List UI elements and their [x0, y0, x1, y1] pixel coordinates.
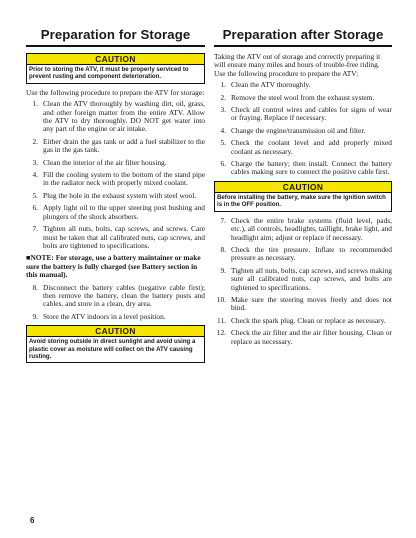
after-storage-column [214, 27, 392, 350]
step-text: Disconnect the battery cables (negative cable first); then remove the battery, clean the battery posts and cables, and store in a clean, dry area. [43, 282, 205, 309]
step-number: 2. [220, 92, 226, 102]
step-number: 12. [216, 328, 226, 338]
step-item [26, 138, 205, 155]
caution-box [26, 53, 205, 84]
step-number: 6. [220, 159, 226, 169]
step-item [214, 139, 392, 156]
step-item [26, 171, 205, 188]
caution-text: Avoid storing outside in direct sunlight and avoid using a plastic cover as moisture will collect on the ATV causing rusting. [29, 338, 196, 360]
step-item [214, 94, 392, 102]
step-item [26, 225, 205, 250]
step-text: Clean the ATV thoroughly by washing dirt, oil, grass, and other foreign matter from the entire ATV. Allow the ATV to dry thoroughly. DO NOT get water into any part of the engine or air intake. [43, 99, 205, 134]
step-number: 10. [216, 294, 226, 304]
step-number: 1. [220, 80, 226, 90]
step-text: Clean the interior of the air filter housing. [43, 157, 167, 167]
step-text: Check the spark plug. Clean or replace as necessary. [231, 315, 386, 325]
step-number: 7. [32, 224, 38, 234]
step-item [26, 159, 205, 167]
step-number: 2. [32, 136, 38, 146]
step-text: Either drain the gas tank or add a fuel stabilizer to the gas in the gas tank. [43, 136, 205, 155]
step-text: Clean the ATV thoroughly. [231, 80, 311, 90]
caution-label: CAUTION [27, 326, 204, 337]
step-text: Check all control wires and cables for signs of wear or fraying. Replace if necessary. [231, 105, 392, 123]
step-item [26, 192, 205, 200]
step-item [214, 267, 392, 292]
step-number: 8. [220, 244, 226, 254]
caution-text: Before installing the battery, make sure the ignition switch is in the OFF position. [217, 193, 386, 209]
step-text: Tighten all nuts, bolts, cap screws, and screws. Care must be taken that all calibrated nuts, cap screws, and bolts are tightened to specifications. [43, 224, 205, 250]
step-item [26, 284, 205, 309]
step-number: 4. [220, 125, 226, 135]
note-paragraph: ■NOTE: For storage, use a battery maintainer or make sure the battery is fully charged (see Battery section in this manual). [26, 253, 201, 280]
caution-label: CAUTION [27, 54, 204, 65]
step-number: 9. [220, 265, 226, 275]
caution-text: Prior to storing the ATV, it must be properly serviced to prevent rusting and component deterioration. [29, 66, 189, 81]
step-list [26, 284, 205, 322]
step-item [26, 313, 205, 321]
step-text: Fill the cooling system to the bottom of the stand pipe in the radiator neck with properly mixed coolant. [43, 170, 205, 188]
caution-box [26, 325, 205, 363]
step-text: Store the ATV indoors in a level position. [43, 311, 166, 321]
step-text: Plug the hole in the exhaust system with steel wool. [43, 190, 197, 200]
step-text: Check the tire pressure. Inflate to recommended pressure as necessary. [231, 244, 392, 263]
step-item [214, 81, 392, 89]
step-item [214, 329, 392, 346]
intro-paragraph: Use the following procedure to prepare the ATV for storage: [26, 87, 205, 97]
step-number: 11. [217, 315, 226, 325]
step-number: 3. [32, 157, 38, 167]
step-number: 5. [220, 138, 226, 148]
step-text: Check the entire brake systems (fluid level, pads, etc.), all controls, headlights, taillight, brake light, and headlight aim; adjust or replace if necessary. [231, 215, 392, 242]
section-heading: Preparation after Storage [214, 27, 392, 47]
step-number: 9. [32, 311, 38, 321]
step-text: Apply light oil to the upper steering post bushing and plungers of the shock absorbers. [43, 203, 205, 221]
step-text: Check the coolant level and add properly mixed coolant as necessary. [231, 138, 392, 156]
step-text: Tighten all nuts, bolts, cap screws, and screws making sure all calibrated nuts, cap screws, and bolts are tightened to specifications. [231, 265, 392, 292]
step-item [26, 100, 205, 134]
step-number: 6. [32, 203, 38, 213]
step-item [214, 317, 392, 325]
step-text: Remove the steel wool from the exhaust system. [231, 92, 375, 102]
step-item [214, 127, 392, 135]
page-number: 6 [30, 516, 35, 525]
caution-box [214, 181, 392, 212]
step-item [214, 246, 392, 263]
step-number: 4. [32, 170, 38, 180]
caution-label: CAUTION [215, 182, 391, 193]
step-item [214, 106, 392, 123]
step-text: Charge the battery; then install. Connect the battery cables making sure to connect the positive cable first. [231, 159, 392, 177]
section-heading: Preparation for Storage [26, 27, 205, 47]
step-item [214, 296, 392, 313]
step-text: Check the air filter and the air filter housing. Clean or replace as necessary. [231, 328, 392, 346]
step-item [214, 160, 392, 177]
step-item [26, 204, 205, 221]
step-number: 1. [32, 99, 38, 109]
step-number: 7. [220, 215, 226, 225]
step-list [214, 81, 392, 177]
step-number: 5. [32, 190, 38, 200]
intro-paragraph: Taking the ATV out of storage and correctly preparing it will ensure many miles and hours of trouble-free riding. Use the following procedure to prepare the ATV: [214, 52, 381, 78]
step-list [214, 217, 392, 346]
step-item [214, 217, 392, 242]
storage-prep-column [26, 27, 205, 368]
step-list [26, 100, 205, 250]
step-number: 3. [220, 105, 226, 115]
step-number: 8. [32, 282, 38, 292]
step-text: Change the engine/transmission oil and filter. [231, 125, 366, 135]
step-text: Make sure the steering moves freely and does not bind. [231, 294, 392, 313]
